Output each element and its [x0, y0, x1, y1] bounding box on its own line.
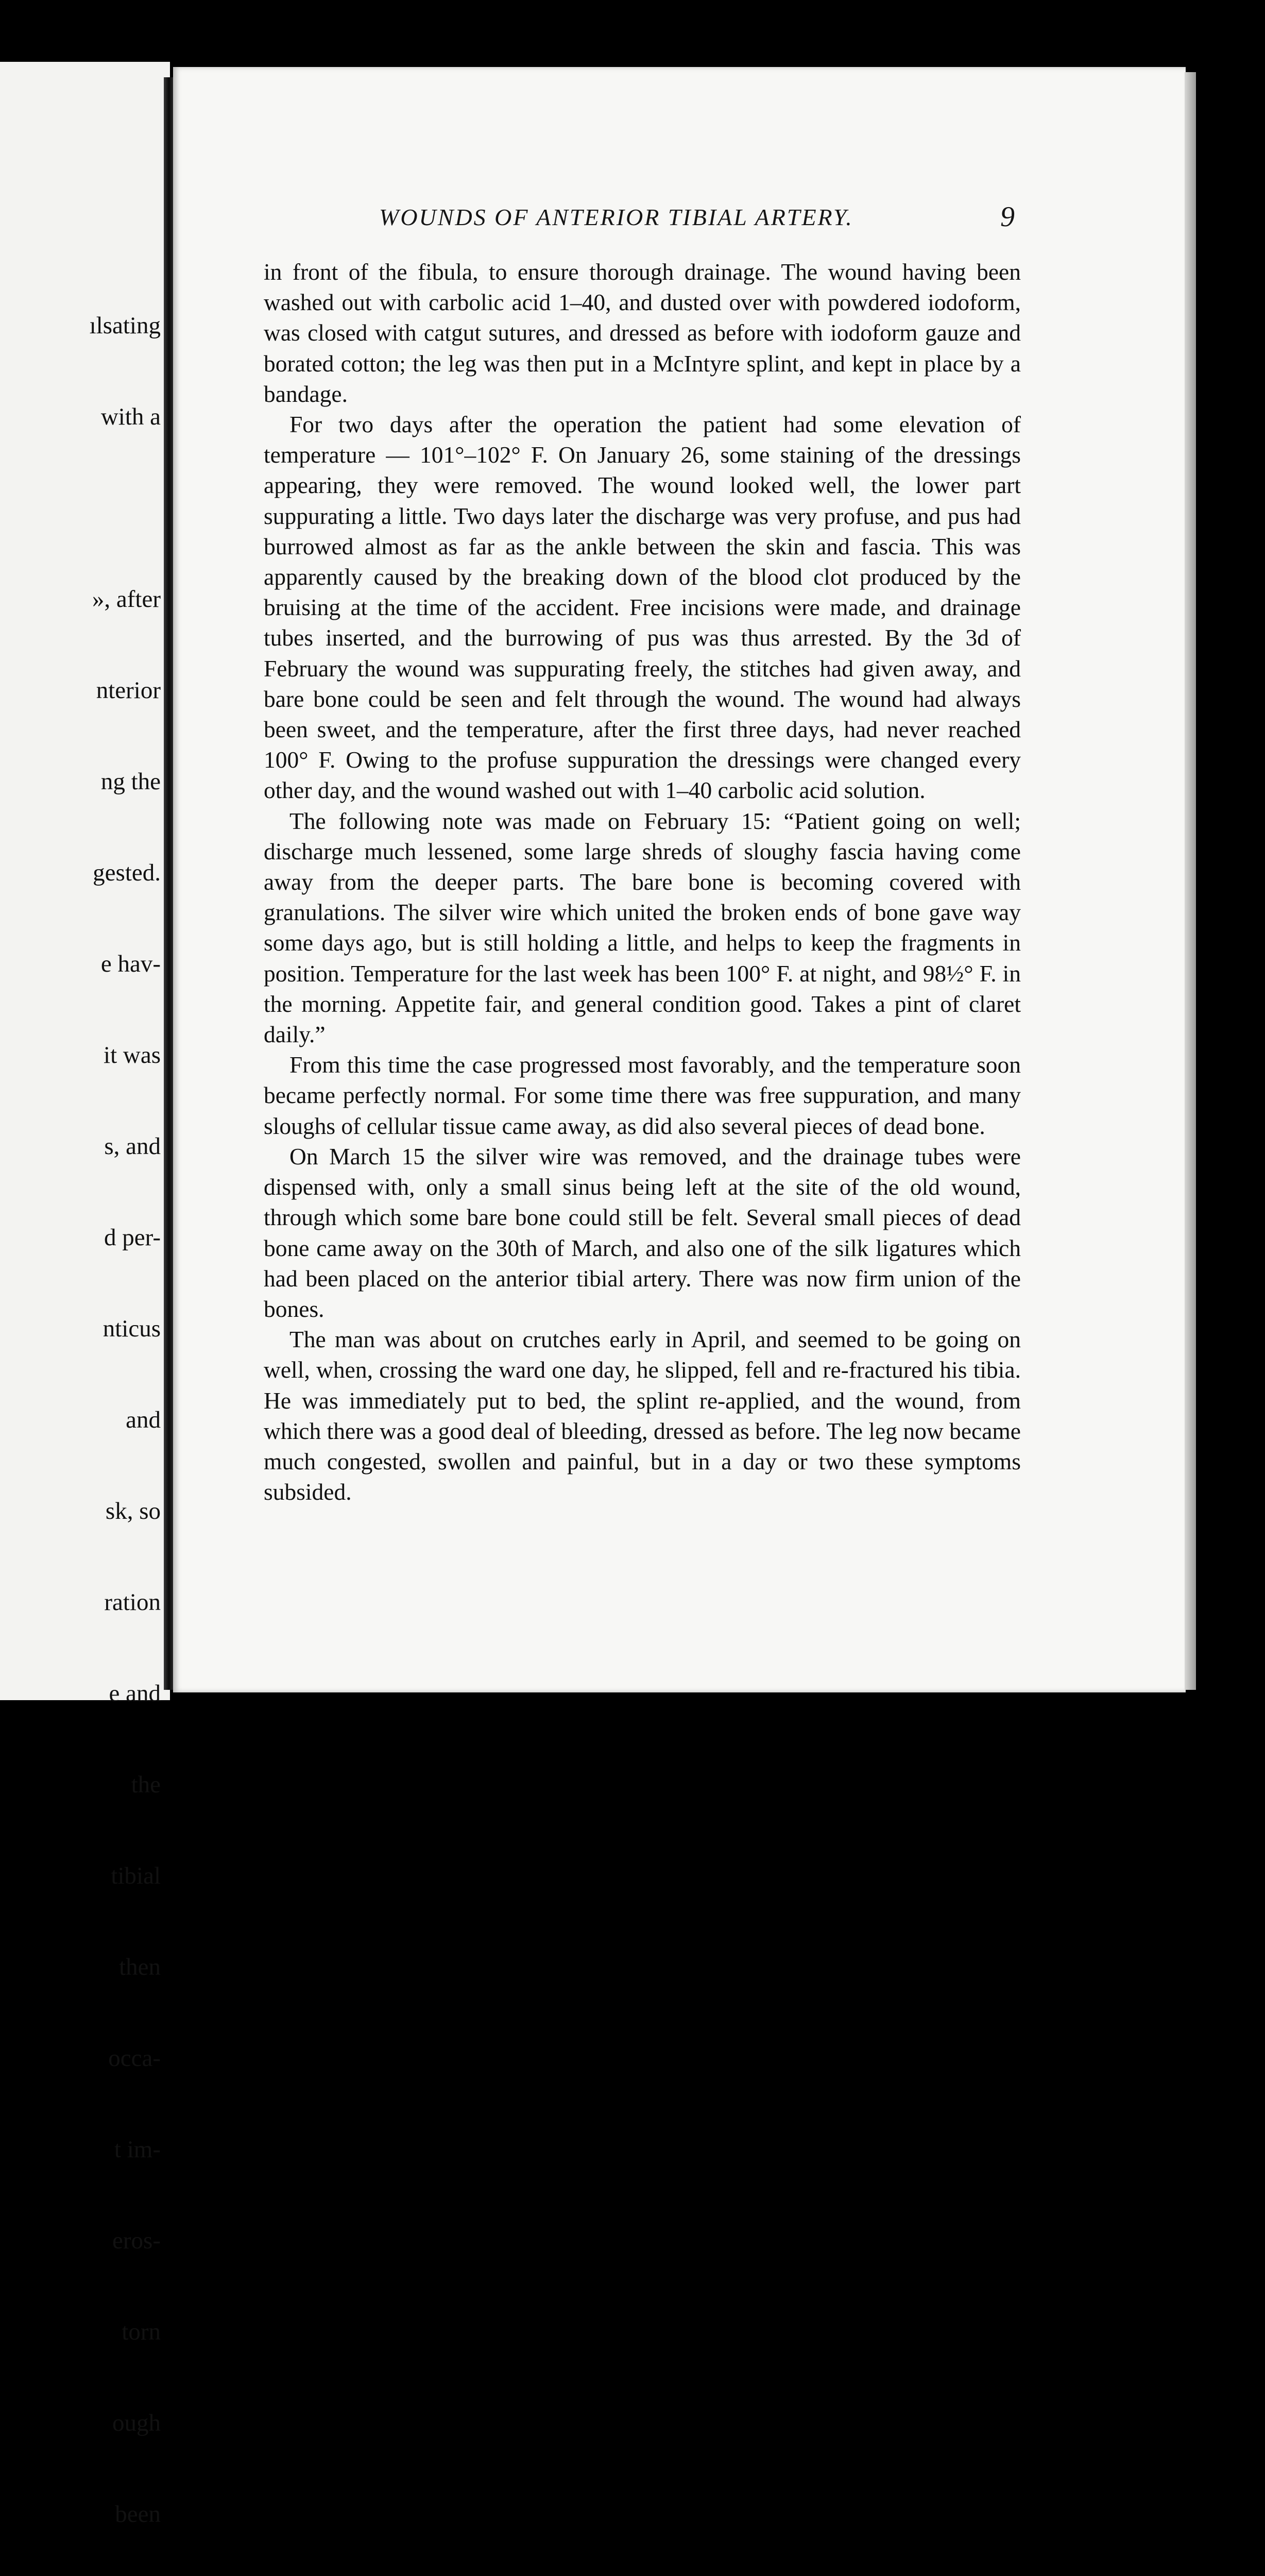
- left-line: ılsating: [89, 312, 161, 339]
- left-page-text-fragments: [0, 250, 170, 2576]
- left-line: torn: [122, 2318, 161, 2345]
- left-line: then: [119, 1954, 161, 1980]
- left-line: e and: [109, 1680, 161, 1707]
- left-line: e hav-: [100, 951, 161, 977]
- paragraph: in front of the fibula, to ensure thorough drainage. The wound having been washed out with carbolic acid 1–40, and dusted over with powdered iodoform, was closed with catgut sutures, and dressed as before with iodoform gauze and borated cotton; the leg was then put in a McIntyre splint, and kept in place by a bandage.: [264, 259, 1021, 407]
- left-line: the: [131, 1771, 161, 1798]
- page-number: 9: [1000, 201, 1015, 233]
- left-line: s, and: [104, 1133, 161, 1160]
- left-line: gested.: [93, 859, 161, 886]
- left-line: ng the: [100, 768, 161, 795]
- paragraph: The following note was made on February 15: “Patient going on well; discharge much lessened, some large shreds of sloughy fascia having come away from the deeper parts. The bare bone is becoming covered with granulations. The silver wire which united the broken ends of bone gave way some days ago, but is still holding a little, and helps to keep the fragments in position. Temperature for the last week has been 100° F. at night, and 98½° F. in the morning. Appetite fair, and general condition good. Takes a pint of claret daily.”: [264, 807, 1021, 1048]
- left-line: it was: [104, 1042, 161, 1069]
- left-line: sk, so: [105, 1498, 161, 1524]
- body-text: [264, 257, 1021, 1507]
- left-line: ough: [112, 2410, 161, 2436]
- page-edge: [1185, 72, 1196, 1690]
- left-line: eros-: [112, 2227, 161, 2254]
- left-line: nterior: [96, 677, 161, 704]
- left-line: nticus: [102, 1315, 161, 1342]
- left-line: », after: [92, 586, 161, 613]
- running-head: [173, 201, 1181, 234]
- paragraph: The man was about on crutches early in April, and seemed to be going on well, when, crossing the ward one day, he slipped, fell and re-fractured his tibia. He was immediately put to bed, the splint re-applied, and the wound, from which there was a good deal of bleeding, dressed as before. The leg now became much congested, swollen and painful, but in a day or two these symptoms subsided.: [264, 1326, 1021, 1505]
- left-facing-page: [0, 62, 170, 2528]
- paragraph: For two days after the operation the patient had some elevation of temperature — 101°–102° F. On January 26, some staining of the dressings appearing, they were removed. The wound looked well, the lower part suppurating a little. Two days later the discharge was very profuse, and pus had burrowed almost as far as the ankle between the skin and fascia. This was apparently caused by the breaking down of the blood clot produced by the bruising at the time of the accident. Free incisions were made, and drainage tubes inserted, and the burrowing of pus was thus arrested. By the 3d of February the wound was suppurating freely, the stitches had given away, and bare bone could be seen and felt through the wound. The wound had always been sweet, and the temperature, after the first three days, had never reached 100° F. Owing to the profuse suppuration the dressings were changed every other day, and the wound washed out with 1–40 carbolic acid solution.: [264, 411, 1021, 804]
- running-head-title: WOUNDS OF ANTERIOR TIBIAL ARTERY.: [379, 204, 853, 230]
- paragraph: On March 15 the silver wire was removed, and the drainage tubes were dispensed with, only a small sinus being left at the site of the old wound, through which some bare bone could still be felt. Several small pieces of dead bone came away on the 30th of March, and also one of the silk ligatures which had been placed on the anterior tibial artery. There was now firm union of the bones.: [264, 1143, 1021, 1322]
- left-line: d per-: [104, 1224, 161, 1251]
- left-line: with a: [100, 403, 161, 430]
- left-line: [0, 493, 161, 523]
- left-line: occa-: [108, 2045, 161, 2072]
- left-line: been: [115, 2501, 161, 2528]
- left-line: t im-: [114, 2136, 161, 2163]
- left-line: and: [126, 1406, 161, 1433]
- left-line: tibial: [111, 1862, 161, 1889]
- paragraph: From this time the case progressed most favorably, and the temperature soon became perfectly normal. For some time there was free suppuration, and many sloughs of cellular tissue came away, as did also several pieces of dead bone.: [264, 1052, 1021, 1139]
- left-line: ration: [104, 1589, 161, 1616]
